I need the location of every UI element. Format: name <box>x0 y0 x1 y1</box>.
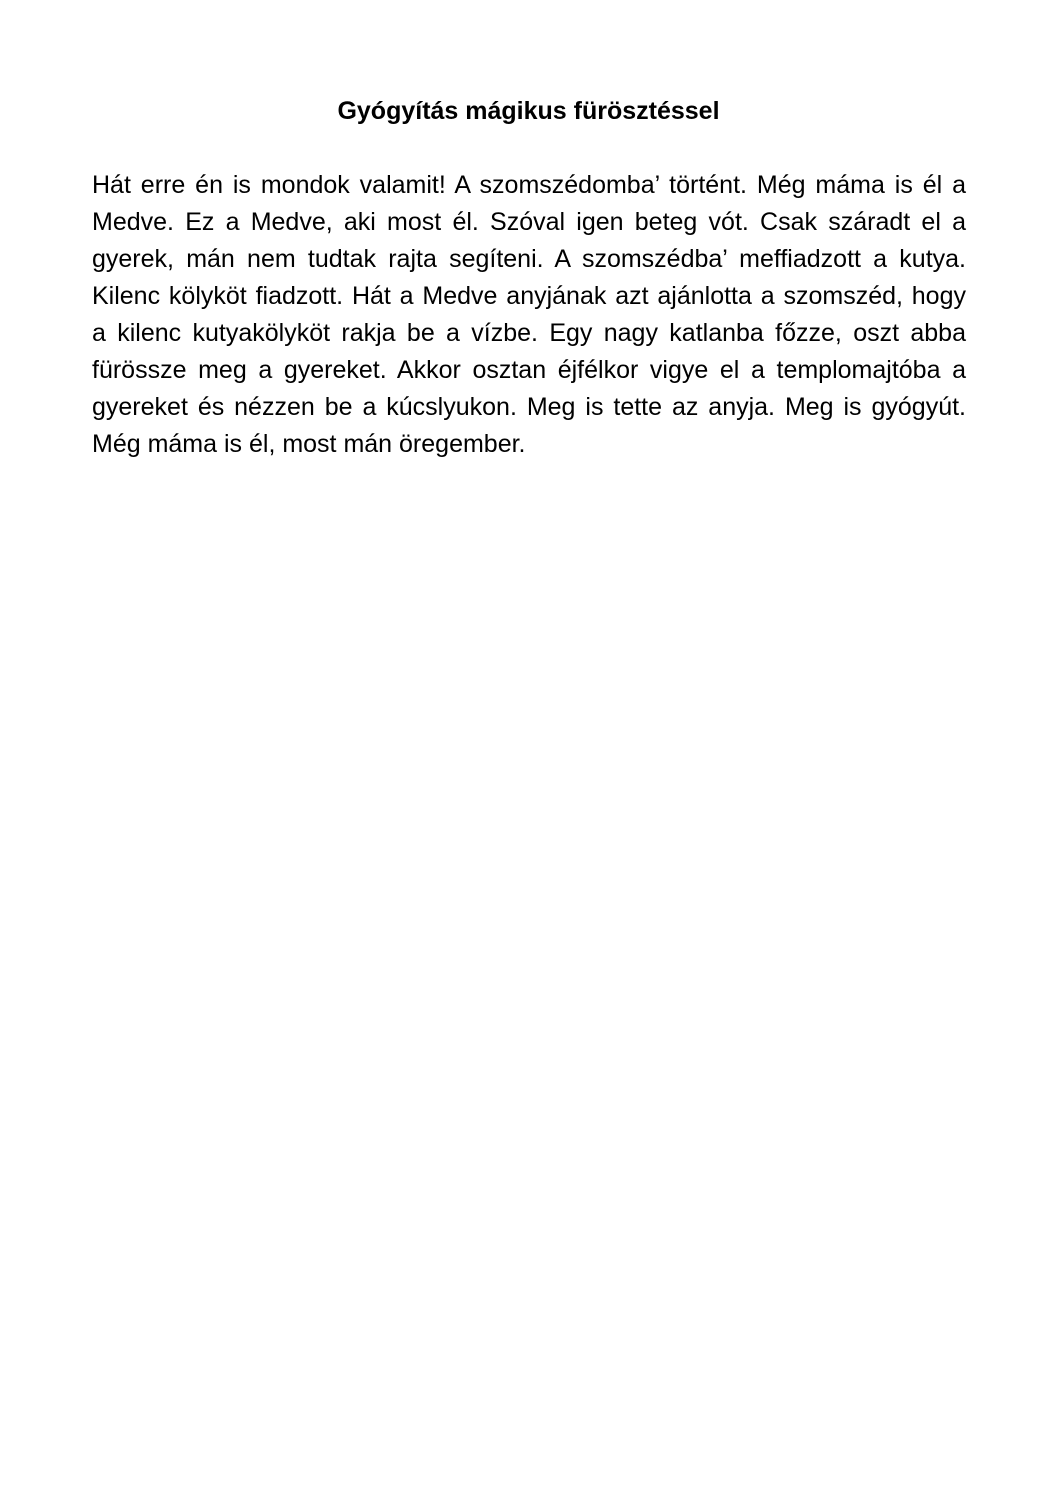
document-title: Gyógyítás mágikus fürösztéssel <box>337 97 720 125</box>
document-paragraph: Hát erre én is mondok valamit! A szomszédomba’ történt. Még máma is él a Medve. Ez a Medve, aki most él. Szóval igen beteg vót. Csak száradt el a gyerek, mán nem tudtak rajta segíteni. A szomszédba’ meffiadzott a kutya. Kilenc kölyköt fiadzott. Hát a Medve anyjának azt ajánlotta a szomszéd, hogy a kilenc kutyakölyköt rakja be a vízbe. Egy nagy katlanba főzze, oszt abba fürössze meg a gyereket. Akkor osztan éjfélkor vigye el a templomajtóba a gyereket és nézzen be a kúcslyukon. Meg is tette az anyja. Meg is gyógyút. Még máma is él, most mán öregember. <box>92 171 966 458</box>
